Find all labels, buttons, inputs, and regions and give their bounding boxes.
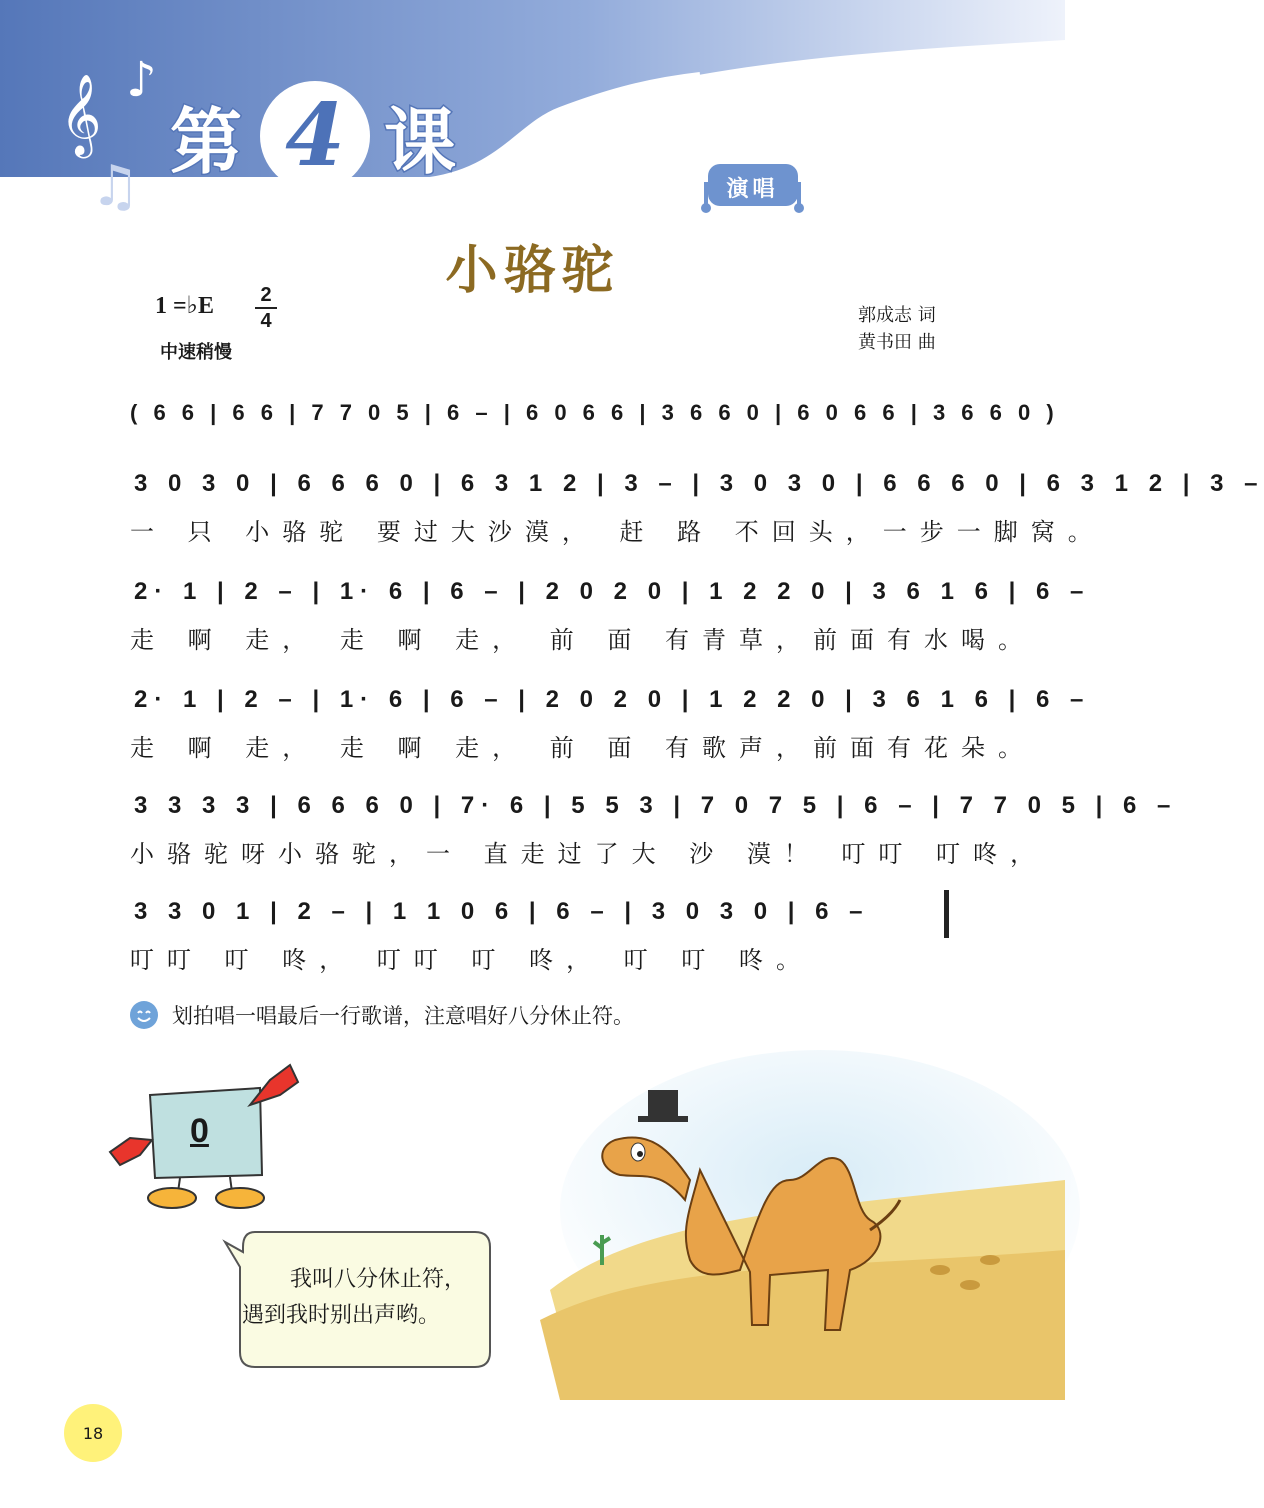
camel-illustration: [520, 1060, 1065, 1400]
lesson-suffix: 课: [384, 99, 459, 184]
credits: [858, 302, 936, 356]
time-divider: [255, 307, 277, 309]
score-notes: 2· 1 | 2 – | 1· 6 | 6 – | 2 0 2 0 | 1 2 2 0 | 3 6 1 6 | 6 –: [134, 578, 1091, 605]
lyrics-row-5: 叮叮 叮 咚， 叮叮 叮 咚， 叮 叮 咚。: [130, 946, 814, 974]
lyrics-row-2: 走 啊 走， 走 啊 走， 前 面 有青草，前面有水喝。: [130, 626, 1036, 654]
lyrics-row-4: 小骆驼呀小骆驼，一 直走过了大 沙 漠！ 叮叮 叮咚，: [130, 840, 1048, 868]
tip-text: 划拍唱一唱最后一行歌谱，注意唱好八分休止符。: [172, 1004, 634, 1028]
score-notes: 3 0 3 0 | 6 6 6 0 | 6 3 1 2 | 3 – | 3 0 3 0 | 6 6 6 0 | 6 3 1 2 | 3 –: [134, 470, 1264, 497]
section-badge-label: 演唱: [726, 177, 779, 202]
speech-bubble-text: [242, 1262, 466, 1334]
score-notes: 3 3 0 1 | 2 – | 1 1 0 6 | 6 – | 3 0 3 0 | 6 –: [134, 898, 870, 925]
score-notes: 3 3 3 3 | 6 6 6 0 | 7· 6 | 5 5 3 | 7 0 7 5 | 6 – | 7 7 0 5 | 6 –: [134, 792, 1178, 819]
final-barline: [944, 890, 949, 938]
lyrics-row-1: 一 只 小骆驼 要过大沙漠， 赶 路 不回头，一步一脚窝。: [130, 518, 1105, 546]
header-band: [0, 0, 1065, 240]
score-row-4: [132, 792, 1178, 836]
lesson-number: 4: [285, 85, 345, 186]
section-badge: [700, 160, 805, 216]
score-row-3: [132, 686, 1091, 730]
speech-line-2: 遇到我时别出声哟。: [242, 1303, 441, 1328]
time-signature: [255, 284, 277, 332]
time-denominator: 4: [260, 310, 272, 332]
lesson-prefix: 第: [170, 99, 245, 184]
lesson-number-circle: [260, 81, 370, 191]
smiley-icon: [130, 1001, 158, 1029]
time-numerator: 2: [260, 284, 272, 306]
score-row-5: [132, 898, 954, 942]
song-title: 小骆驼: [445, 241, 620, 301]
lesson-title: [170, 85, 459, 186]
music-note-icon: ♪: [126, 52, 157, 108]
score-row-1: [132, 470, 1264, 514]
page-number: 18: [64, 1404, 122, 1462]
lyricist: 郭成志 词: [858, 305, 936, 326]
composer: 黄书田 曲: [858, 332, 936, 353]
lyrics-row-3: 走 啊 走， 走 啊 走， 前 面 有歌声，前面有花朵。: [130, 734, 1036, 762]
score-row-2: [132, 578, 1091, 622]
tempo-marking: 中速稍慢: [160, 342, 232, 363]
intro-line: ( 6 6 | 6 6 | 7 7 0 5 | 6 – | 6 0 6 6 | 3 6 6 0 | 6 0 6 6 | 3 6 6 0 ): [130, 400, 1059, 425]
double-note-icon: ♫: [90, 154, 141, 219]
eighth-rest-symbol: 0: [190, 1112, 209, 1150]
score-notes: 2· 1 | 2 – | 1· 6 | 6 – | 2 0 2 0 | 1 2 2 0 | 3 6 1 6 | 6 –: [134, 686, 1091, 713]
treble-clef-icon: 𝄞: [60, 73, 102, 155]
speech-line-1: 我叫八分休止符，: [290, 1267, 467, 1292]
tip: [130, 1000, 634, 1030]
key-signature: 1 =♭E: [155, 293, 215, 319]
